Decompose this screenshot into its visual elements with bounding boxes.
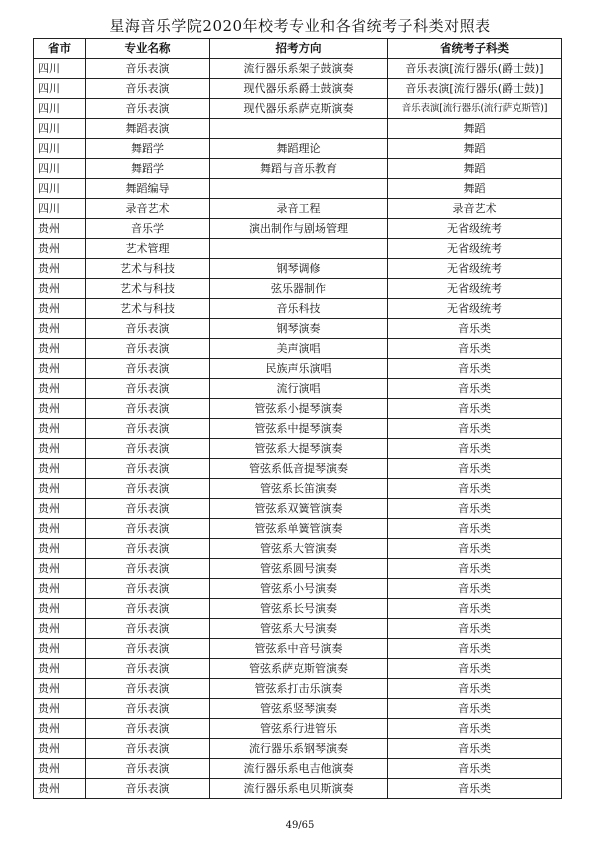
subject-category-cell: 无省级统考	[388, 299, 562, 319]
subject-category-cell: 录音艺术	[388, 199, 562, 219]
subject-category-cell: 音乐类	[388, 459, 562, 479]
major-name-cell: 音乐表演	[86, 499, 210, 519]
table-row	[34, 139, 562, 159]
direction-cell: 管弦系行进管乐	[210, 719, 388, 739]
subject-category-cell: 音乐类	[388, 599, 562, 619]
table-row	[34, 719, 562, 739]
subject-category-cell: 音乐类	[388, 439, 562, 459]
table-row	[34, 119, 562, 139]
province-cell: 贵州	[34, 559, 86, 579]
direction-cell: 管弦系圆号演奏	[210, 559, 388, 579]
subject-category-cell: 音乐类	[388, 679, 562, 699]
province-cell: 贵州	[34, 659, 86, 679]
direction-cell: 流行器乐系钢琴演奏	[210, 739, 388, 759]
direction-cell: 管弦系小号演奏	[210, 579, 388, 599]
table-row	[34, 159, 562, 179]
province-cell: 贵州	[34, 419, 86, 439]
table-row	[34, 479, 562, 499]
subject-category-cell: 音乐类	[388, 399, 562, 419]
province-cell: 贵州	[34, 379, 86, 399]
direction-cell: 管弦系双簧管演奏	[210, 499, 388, 519]
subject-category-cell: 音乐类	[388, 379, 562, 399]
major-name-cell: 音乐表演	[86, 639, 210, 659]
subject-category-cell: 音乐类	[388, 319, 562, 339]
header-major-name: 专业名称	[86, 39, 210, 59]
subject-category-cell: 音乐表演[流行器乐(流行萨克斯管)]	[388, 99, 562, 119]
direction-cell: 录音工程	[210, 199, 388, 219]
major-name-cell: 音乐表演	[86, 579, 210, 599]
direction-cell: 舞蹈与音乐教育	[210, 159, 388, 179]
province-cell: 贵州	[34, 599, 86, 619]
subject-category-cell: 音乐类	[388, 579, 562, 599]
table-row	[34, 599, 562, 619]
direction-cell	[210, 239, 388, 259]
subject-category-cell: 舞蹈	[388, 119, 562, 139]
province-cell: 贵州	[34, 299, 86, 319]
subject-category-cell: 无省级统考	[388, 279, 562, 299]
subject-category-cell: 音乐类	[388, 479, 562, 499]
province-cell: 贵州	[34, 259, 86, 279]
direction-cell: 管弦系小提琴演奏	[210, 399, 388, 419]
table-row	[34, 279, 562, 299]
direction-cell: 管弦系长号演奏	[210, 599, 388, 619]
direction-cell: 音乐科技	[210, 299, 388, 319]
subject-category-cell: 音乐表演[流行器乐(爵士鼓)]	[388, 59, 562, 79]
direction-cell: 管弦系大提琴演奏	[210, 439, 388, 459]
major-name-cell: 舞蹈学	[86, 139, 210, 159]
table-row	[34, 419, 562, 439]
direction-cell: 美声演唱	[210, 339, 388, 359]
table-row	[34, 559, 562, 579]
province-cell: 贵州	[34, 619, 86, 639]
header-direction: 招考方向	[210, 39, 388, 59]
major-name-cell: 音乐表演	[86, 559, 210, 579]
subject-category-cell: 音乐类	[388, 359, 562, 379]
major-name-cell: 音乐表演	[86, 479, 210, 499]
table-row	[34, 699, 562, 719]
direction-cell: 管弦系大号演奏	[210, 619, 388, 639]
table-row	[34, 519, 562, 539]
major-name-cell: 录音艺术	[86, 199, 210, 219]
province-cell: 四川	[34, 179, 86, 199]
table-row	[34, 319, 562, 339]
province-cell: 四川	[34, 59, 86, 79]
direction-cell: 管弦系中提琴演奏	[210, 419, 388, 439]
province-cell: 贵州	[34, 339, 86, 359]
table-row	[34, 459, 562, 479]
direction-cell	[210, 119, 388, 139]
province-cell: 四川	[34, 139, 86, 159]
direction-cell: 民族声乐演唱	[210, 359, 388, 379]
major-name-cell: 舞蹈编导	[86, 179, 210, 199]
table-row	[34, 639, 562, 659]
document-title: 星海音乐学院2020年校考专业和各省统考子科类对照表	[109, 17, 491, 35]
province-cell: 贵州	[34, 279, 86, 299]
header-subject-category: 省统考子科类	[388, 39, 562, 59]
major-name-cell: 音乐表演	[86, 739, 210, 759]
direction-cell: 管弦系低音提琴演奏	[210, 459, 388, 479]
major-name-cell: 音乐表演	[86, 679, 210, 699]
subject-category-cell: 音乐类	[388, 499, 562, 519]
major-name-cell: 音乐表演	[86, 99, 210, 119]
province-cell: 贵州	[34, 479, 86, 499]
province-cell: 四川	[34, 79, 86, 99]
province-cell: 四川	[34, 119, 86, 139]
table-row	[34, 379, 562, 399]
table-row	[34, 219, 562, 239]
major-name-cell: 舞蹈学	[86, 159, 210, 179]
major-name-cell: 音乐表演	[86, 659, 210, 679]
direction-cell: 管弦系中音号演奏	[210, 639, 388, 659]
major-name-cell: 音乐表演	[86, 519, 210, 539]
direction-cell: 管弦系萨克斯管演奏	[210, 659, 388, 679]
subject-category-cell: 舞蹈	[388, 179, 562, 199]
major-name-cell: 舞蹈表演	[86, 119, 210, 139]
page-number: 49/65	[285, 820, 315, 831]
table-row	[34, 739, 562, 759]
province-cell: 贵州	[34, 539, 86, 559]
table-row	[34, 199, 562, 219]
province-cell: 贵州	[34, 219, 86, 239]
table-row	[34, 179, 562, 199]
major-name-cell: 艺术与科技	[86, 259, 210, 279]
table-row	[34, 259, 562, 279]
table-row	[34, 759, 562, 779]
direction-cell: 演出制作与剧场管理	[210, 219, 388, 239]
major-name-cell: 音乐表演	[86, 419, 210, 439]
subject-category-cell: 音乐类	[388, 519, 562, 539]
table-row	[34, 619, 562, 639]
table-row	[34, 439, 562, 459]
major-name-cell: 音乐表演	[86, 319, 210, 339]
province-cell: 贵州	[34, 679, 86, 699]
direction-cell: 流行器乐系架子鼓演奏	[210, 59, 388, 79]
subject-category-cell: 音乐类	[388, 699, 562, 719]
major-name-cell: 艺术管理	[86, 239, 210, 259]
province-cell: 贵州	[34, 719, 86, 739]
subject-category-cell: 舞蹈	[388, 139, 562, 159]
province-cell: 贵州	[34, 499, 86, 519]
subject-category-cell: 无省级统考	[388, 219, 562, 239]
major-name-cell: 音乐表演	[86, 359, 210, 379]
direction-cell: 钢琴演奏	[210, 319, 388, 339]
table-row	[34, 499, 562, 519]
table-row	[34, 299, 562, 319]
table-row	[34, 339, 562, 359]
province-cell: 贵州	[34, 699, 86, 719]
major-name-cell: 音乐表演	[86, 399, 210, 419]
province-cell: 贵州	[34, 779, 86, 799]
direction-cell: 管弦系竖琴演奏	[210, 699, 388, 719]
major-name-cell: 音乐表演	[86, 459, 210, 479]
subject-category-cell: 音乐类	[388, 639, 562, 659]
province-cell: 贵州	[34, 639, 86, 659]
direction-cell: 弦乐器制作	[210, 279, 388, 299]
major-name-cell: 艺术与科技	[86, 299, 210, 319]
table-row	[34, 579, 562, 599]
province-cell: 四川	[34, 99, 86, 119]
subject-category-cell: 音乐类	[388, 739, 562, 759]
table-row	[34, 79, 562, 99]
major-name-cell: 音乐表演	[86, 719, 210, 739]
major-name-cell: 音乐表演	[86, 339, 210, 359]
province-cell: 贵州	[34, 239, 86, 259]
direction-cell: 流行器乐系电贝斯演奏	[210, 779, 388, 799]
subject-category-cell: 音乐类	[388, 719, 562, 739]
table-row	[34, 679, 562, 699]
subject-category-cell: 音乐类	[388, 539, 562, 559]
province-cell: 贵州	[34, 759, 86, 779]
subject-category-cell: 音乐类	[388, 779, 562, 799]
direction-cell: 现代器乐系萨克斯演奏	[210, 99, 388, 119]
subject-category-cell: 音乐表演[流行器乐(爵士鼓)]	[388, 79, 562, 99]
direction-cell	[210, 179, 388, 199]
major-name-cell: 音乐学	[86, 219, 210, 239]
direction-cell: 管弦系长笛演奏	[210, 479, 388, 499]
direction-cell: 钢琴调修	[210, 259, 388, 279]
table-header-row	[34, 39, 562, 59]
major-name-cell: 音乐表演	[86, 539, 210, 559]
major-name-cell: 音乐表演	[86, 379, 210, 399]
subject-category-cell: 音乐类	[388, 659, 562, 679]
subject-category-cell: 无省级统考	[388, 259, 562, 279]
major-name-cell: 音乐表演	[86, 759, 210, 779]
direction-cell: 管弦系大管演奏	[210, 539, 388, 559]
subject-category-cell: 舞蹈	[388, 159, 562, 179]
province-cell: 贵州	[34, 439, 86, 459]
table-row	[34, 779, 562, 799]
header-province: 省市	[34, 39, 86, 59]
subject-category-cell: 无省级统考	[388, 239, 562, 259]
major-name-cell: 音乐表演	[86, 699, 210, 719]
subject-category-cell: 音乐类	[388, 559, 562, 579]
province-cell: 贵州	[34, 519, 86, 539]
table-row	[34, 239, 562, 259]
province-cell: 贵州	[34, 399, 86, 419]
major-name-cell: 音乐表演	[86, 779, 210, 799]
table-body	[34, 59, 562, 799]
subject-category-cell: 音乐类	[388, 419, 562, 439]
major-name-cell: 音乐表演	[86, 439, 210, 459]
subject-category-cell: 音乐类	[388, 619, 562, 639]
direction-cell: 舞蹈理论	[210, 139, 388, 159]
table-row	[34, 539, 562, 559]
major-name-cell: 艺术与科技	[86, 279, 210, 299]
table-row	[34, 99, 562, 119]
table-row	[34, 59, 562, 79]
direction-cell: 流行演唱	[210, 379, 388, 399]
table-row	[34, 399, 562, 419]
direction-cell: 现代器乐系爵士鼓演奏	[210, 79, 388, 99]
table-row	[34, 359, 562, 379]
direction-cell: 管弦系打击乐演奏	[210, 679, 388, 699]
province-cell: 贵州	[34, 319, 86, 339]
direction-cell: 管弦系单簧管演奏	[210, 519, 388, 539]
major-name-cell: 音乐表演	[86, 599, 210, 619]
major-name-cell: 音乐表演	[86, 59, 210, 79]
table-row	[34, 659, 562, 679]
direction-cell: 流行器乐系电吉他演奏	[210, 759, 388, 779]
major-name-cell: 音乐表演	[86, 79, 210, 99]
subject-category-cell: 音乐类	[388, 339, 562, 359]
province-cell: 贵州	[34, 459, 86, 479]
province-cell: 四川	[34, 199, 86, 219]
comparison-table	[33, 38, 562, 799]
subject-category-cell: 音乐类	[388, 759, 562, 779]
major-name-cell: 音乐表演	[86, 619, 210, 639]
province-cell: 贵州	[34, 359, 86, 379]
province-cell: 四川	[34, 159, 86, 179]
province-cell: 贵州	[34, 739, 86, 759]
province-cell: 贵州	[34, 579, 86, 599]
